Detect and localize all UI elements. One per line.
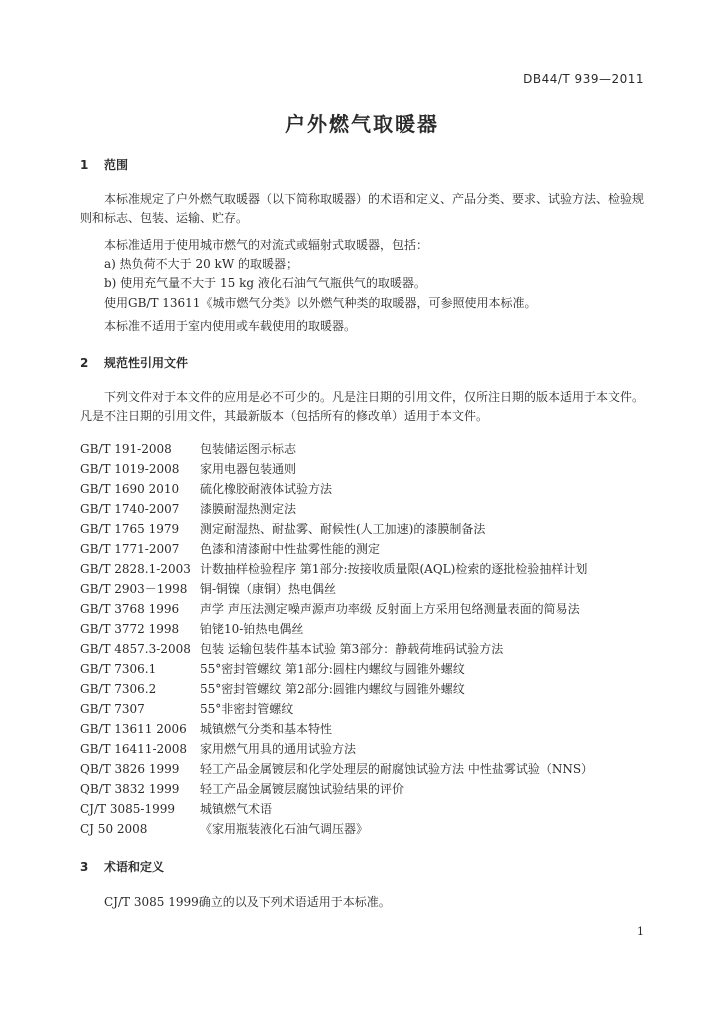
reference-title: 家用燃气用具的通用试验方法 <box>200 742 357 756</box>
reference-code: GB/T 1019-2008 <box>80 462 180 476</box>
section-title: 术语和定义 <box>104 860 165 874</box>
reference-title: 城镇燃气分类和基本特性 <box>200 722 333 736</box>
reference-title: 轻工产品金属镀层腐蚀试验结果的评价 <box>200 782 405 796</box>
reference-title: 铂铑10-铂热电偶丝 <box>200 622 304 636</box>
section-number: 2 <box>80 356 89 370</box>
standard-code: DB44/T 939—2011 <box>523 72 644 86</box>
reference-title: 城镇燃气术语 <box>200 802 273 816</box>
reference-code: GB/T 7306.1 <box>80 662 157 676</box>
reference-title: 漆膜耐湿热测定法 <box>200 502 297 516</box>
section-1-item-a: a) 热负荷不大于 20 kW 的取暖器； <box>104 257 298 271</box>
section-number: 1 <box>80 158 89 172</box>
section-1-para-2: 本标准适用于使用城市燃气的对流式或辐射式取暖器，包括： <box>104 238 429 252</box>
reference-code: GB/T 1690 2010 <box>80 482 180 496</box>
reference-item <box>80 680 465 697</box>
reference-item <box>80 700 293 717</box>
reference-item <box>80 500 296 517</box>
reference-item <box>80 640 503 657</box>
reference-title: 硫化橡胶耐液体试验方法 <box>200 482 333 496</box>
reference-item <box>80 540 380 557</box>
reference-title: 55°密封管螺纹 第1部分:圆柱内螺纹与圆锥外螺纹 <box>200 662 465 676</box>
reference-code: GB/T 3768 1996 <box>80 602 180 616</box>
reference-title: 声学 声压法测定噪声源声功率级 反射面上方采用包络测量表面的简易法 <box>200 602 580 616</box>
reference-item <box>80 800 272 817</box>
section-number: 3 <box>80 860 89 874</box>
reference-item <box>80 520 485 537</box>
section-1-item-b: b) 使用充气量不大于 15 kg 液化石油气气瓶供气的取暖器。 <box>104 276 426 290</box>
page-number: 1 <box>637 925 644 938</box>
reference-item <box>80 440 296 457</box>
reference-item <box>80 580 336 597</box>
reference-title: 色漆和清漆耐中性盐雾性能的测定 <box>200 542 381 556</box>
reference-code: GB/T 7307 <box>80 702 145 716</box>
section-title: 范围 <box>104 158 129 172</box>
section-3-heading <box>80 858 164 875</box>
reference-code: CJ 50 2008 <box>80 822 148 836</box>
reference-title: 家用电器包装通则 <box>200 462 297 476</box>
section-1-para-1: 本标准规定了户外燃气取暖器（以下简称取暖器）的术语和定义、产品分类、要求、试验方法、检验规则和标志、包装、运输、贮存。 <box>80 192 645 225</box>
reference-item <box>80 460 296 477</box>
reference-title: 包装 运输包装件基本试验 第3部分：静载荷堆码试验方法 <box>200 642 504 656</box>
reference-title: 55°密封管螺纹 第2部分:圆锥内螺纹与圆锥外螺纹 <box>200 682 465 696</box>
reference-code: QB/T 3832 1999 <box>80 782 180 796</box>
reference-item <box>80 760 593 777</box>
reference-code: GB/T 7306.2 <box>80 682 157 696</box>
reference-code: QB/T 3826 1999 <box>80 762 180 776</box>
reference-item <box>80 740 356 757</box>
section-2-heading <box>80 354 188 371</box>
reference-item <box>80 600 580 617</box>
reference-item <box>80 720 332 737</box>
reference-code: GB/T 16411-2008 <box>80 742 188 756</box>
reference-title: 铜-铜镍（康铜）热电偶丝 <box>200 582 337 596</box>
section-1-heading <box>80 156 128 173</box>
reference-title: 计数抽样检验程序 第1部分:按接收质量限(AQL)检索的逐批检验抽样计划 <box>200 562 588 576</box>
reference-item <box>80 780 404 797</box>
section-3-para-1: CJ/T 3085 1999确立的以及下列术语适用于本标准。 <box>104 895 391 909</box>
reference-item <box>80 480 332 497</box>
section-1-para-4: 本标准不适用于室内使用或车载使用的取暖器。 <box>104 319 357 333</box>
reference-title: 包装储运图示标志 <box>200 442 297 456</box>
reference-title: 测定耐湿热、耐盐雾、耐候性(人工加速)的漆膜制备法 <box>200 522 486 536</box>
reference-title: 《家用瓶装液化石油气调压器》 <box>200 822 369 836</box>
reference-item <box>80 560 587 577</box>
reference-code: GB/T 2828.1-2003 <box>80 562 191 576</box>
reference-code: GB/T 191-2008 <box>80 442 172 456</box>
reference-code: GB/T 13611 2006 <box>80 722 187 736</box>
reference-code: GB/T 1740-2007 <box>80 502 180 516</box>
section-2-intro: 下列文件对于本文件的应用是必不可少的。凡是注日期的引用文件，仅所注日期的版本适用于本文件。凡是不注日期的引用文件，其最新版本（包括所有的修改单）适用于本文件。 <box>80 390 645 423</box>
reference-code: GB/T 1771-2007 <box>80 542 180 556</box>
reference-title: 55°非密封管螺纹 <box>200 702 294 716</box>
reference-code: GB/T 4857.3-2008 <box>80 642 191 656</box>
reference-item <box>80 620 303 637</box>
reference-code: GB/T 3772 1998 <box>80 622 180 636</box>
reference-code: GB/T 2903－1998 <box>80 582 188 596</box>
section-1-para-3: 使用GB/T 13611《城市燃气分类》以外燃气种类的取暖器，可参照使用本标准。 <box>104 296 537 310</box>
reference-code: GB/T 1765 1979 <box>80 522 180 536</box>
reference-item <box>80 660 465 677</box>
reference-title: 轻工产品金属镀层和化学处理层的耐腐蚀试验方法 中性盐雾试验（NNS） <box>200 762 594 776</box>
section-title: 规范性引用文件 <box>104 356 189 370</box>
reference-item <box>80 820 368 837</box>
document-title: 户外燃气取暖器 <box>285 112 439 136</box>
reference-code: CJ/T 3085-1999 <box>80 802 175 816</box>
